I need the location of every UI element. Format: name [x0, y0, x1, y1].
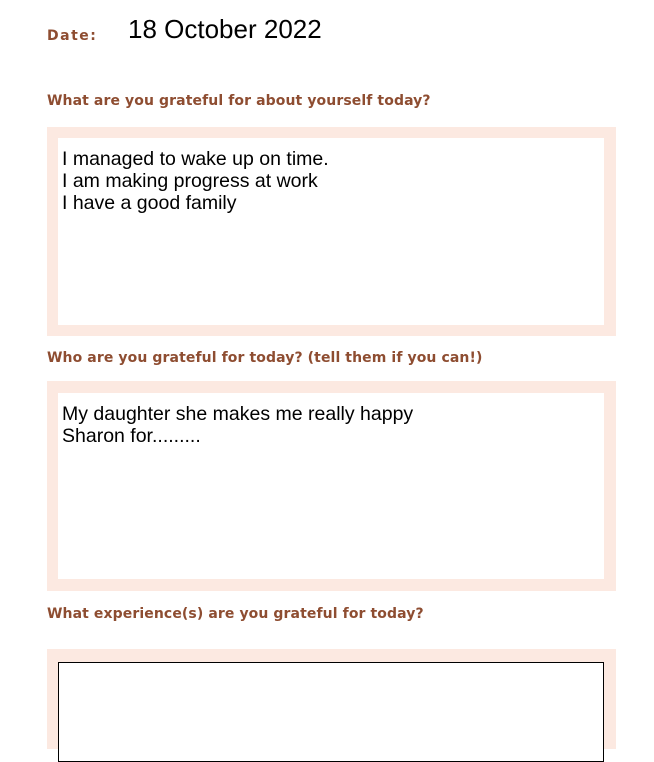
date-field[interactable]: 18 October 2022: [128, 14, 322, 44]
question-3-textarea[interactable]: [58, 662, 604, 762]
question-3-frame: [47, 649, 616, 749]
date-label: Date:: [47, 28, 98, 44]
question-1-textarea[interactable]: I managed to wake up on time. I am making progress at work I have a good family: [58, 138, 604, 325]
question-1-label: What are you grateful for about yourself today?: [47, 93, 431, 109]
question-2-textarea[interactable]: My daughter she makes me really happy Sharon for.........: [58, 393, 604, 579]
question-2-frame: [47, 381, 616, 591]
question-1-frame: [47, 127, 616, 336]
question-3-label: What experience(s) are you grateful for today?: [47, 606, 424, 622]
question-2-label: Who are you grateful for today? (tell them if you can!): [47, 350, 483, 366]
